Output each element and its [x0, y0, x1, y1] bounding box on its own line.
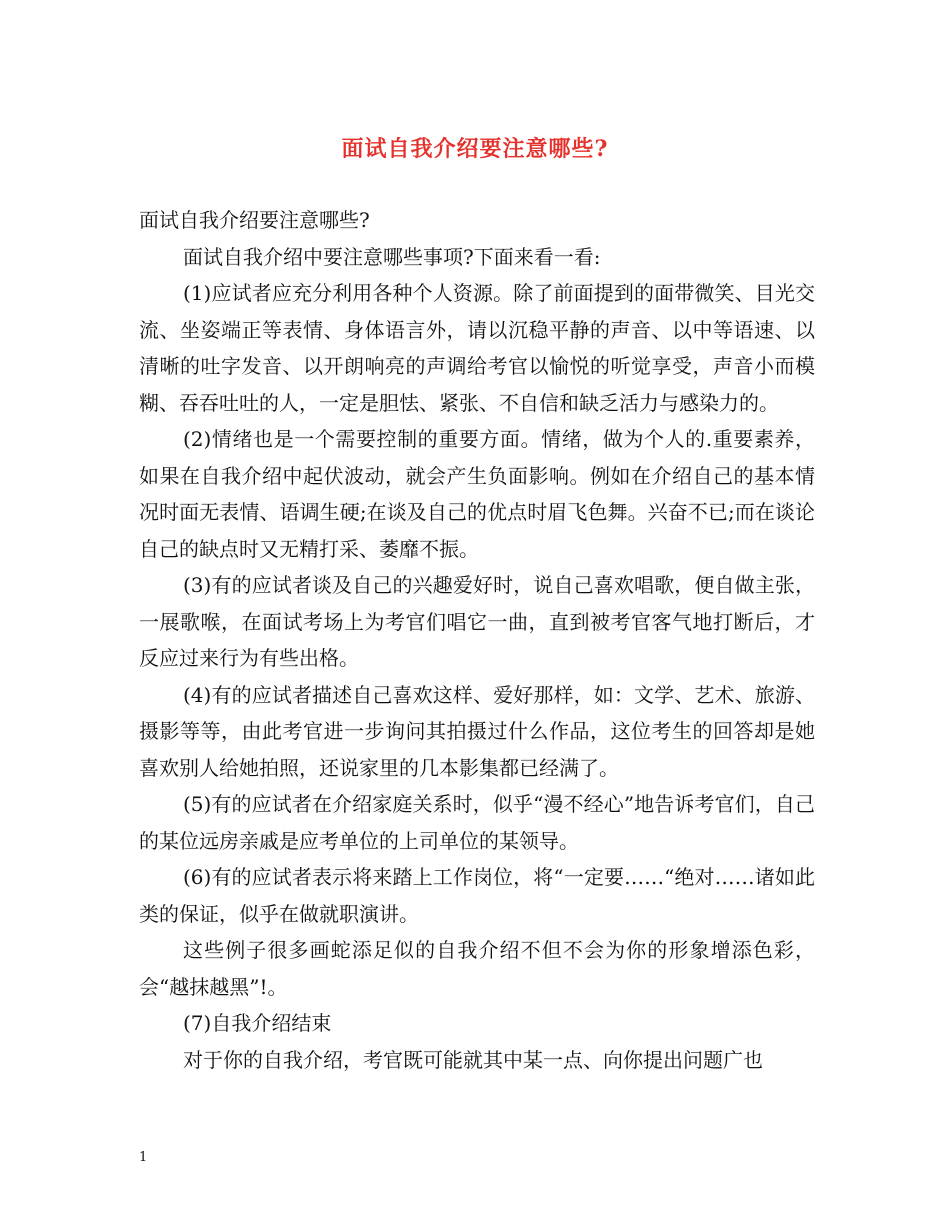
paragraph-summary: 这些例子很多画蛇添足似的自我介绍不但不会为你的形象增添色彩，会“越抹越黑”!。 [139, 938, 815, 999]
paragraph-4: (4)有的应试者描述自己喜欢这样、爱好那样，如：文学、艺术、旅游、摄影等等，由此考官进一步询问其拍摄过什么作品，这位考生的回答却是她喜欢别人给她拍照，还说家里的几本影集都已经满了。 [139, 682, 815, 780]
page-number: 1 [139, 1150, 148, 1165]
paragraph-7: (7)自我介绍结束 [183, 1011, 332, 1035]
document-title: 面试自我介绍要注意哪些? [341, 136, 609, 162]
document-subtitle: 面试自我介绍要注意哪些? [139, 208, 370, 232]
document-body [139, 202, 815, 1078]
paragraph-2: (2)情绪也是一个需要控制的重要方面。情绪，做为个人的.重要素养，如果在自我介绍中起伏波动，就会产生负面影响。例如在介绍自己的基本情况时面无表情、语调生硬;在谈及自己的优点时眉飞色舞。兴奋不已;而在谈论自己的缺点时又无精打采、萎靡不振。 [139, 427, 815, 561]
paragraph-final: 对于你的自我介绍，考官既可能就其中某一点、向你提出问题广也 [183, 1047, 763, 1072]
paragraph-6: (6)有的应试者表示将来踏上工作岗位，将“一定要……“绝对……诸如此类的保证，似乎在做就职演讲。 [139, 865, 815, 926]
paragraph-3: (3)有的应试者谈及自己的兴趣爱好时，说自己喜欢唱歌，便自做主张，一展歌喉，在面试考场上为考官们唱它一曲，直到被考官客气地打断后，才反应过来行为有些出格。 [139, 573, 815, 670]
paragraph-intro: 面试自我介绍中要注意哪些事项?下面来看一看: [183, 244, 601, 269]
paragraph-1: (1)应试者应充分利用各种个人资源。除了前面提到的面带微笑、目光交流、坐姿端正等表情、身体语言外，请以沉稳平静的声音、以中等语速、以清晰的吐字发音、以开朗响亮的声调给考官以愉悦的听觉享受，声音小而模糊、吞吞吐吐的人，一定是胆怯、紧张、不自信和缺乏活力与感染力的。 [139, 281, 815, 415]
paragraph-5: (5)有的应试者在介绍家庭关系时，似乎“漫不经心”地告诉考官们，自己的某位远房亲戚是应考单位的上司单位的某领导。 [139, 792, 815, 853]
